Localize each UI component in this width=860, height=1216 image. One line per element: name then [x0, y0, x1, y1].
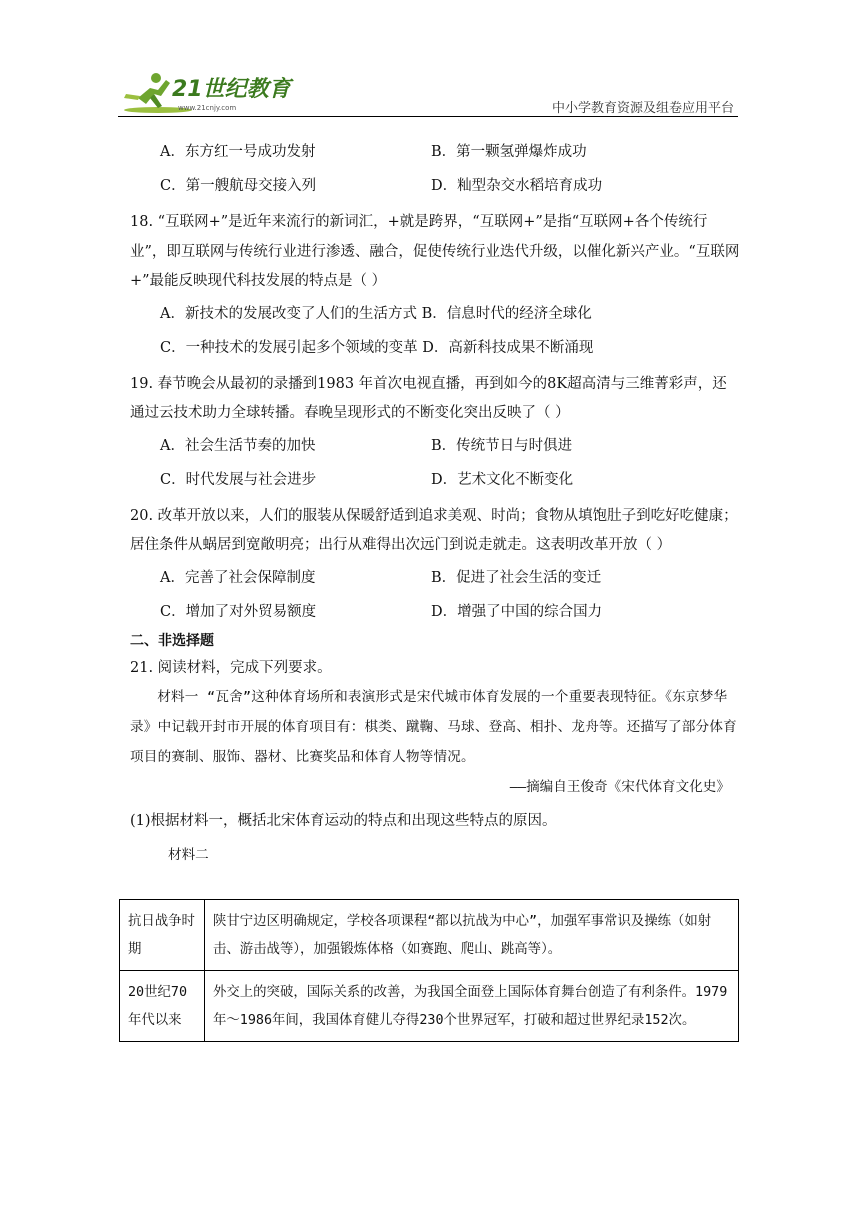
table-row	[120, 900, 739, 971]
q18-option-cd: C．一种技术的发展引起多个领域的变革 D．高新科技成果不断涌现	[160, 339, 594, 356]
material-two-label: 材料二	[168, 846, 209, 863]
q19-option-a: A．社会生活节奏的加快	[160, 437, 316, 454]
q20-options	[160, 564, 740, 632]
q18-stem: 18. “互联网+”是近年来流行的新词汇，+就是跨界，“互联网+”是指“互联网+各个传统行业”，即互联网与传统行业进行渗透、融合，促使传统行业迭代升级，以催化新兴产业。“互联网+”最能反映现代科技发展的特点是（ ）	[130, 214, 740, 289]
section-heading: 二、非选择题	[130, 632, 214, 649]
document-body	[130, 138, 740, 872]
page-header	[118, 66, 738, 118]
table-cell-period: 抗日战争时期	[120, 900, 205, 971]
material-one: 材料一 “瓦舍”这种体育场所和表演形式是宋代城市体育发展的一个重要表现特征。《东京梦华录》中记载开封市开展的体育项目有：棋类、蹴鞠、马球、登高、相扑、龙舟等。还描写了部分体育项目的赛制、服饰、器材、比赛奖品和体育人物等情况。	[130, 688, 737, 765]
table-cell-content: 陕甘宁边区明确规定，学校各项课程“都以抗战为中心”，加强军事常识及操练（如射击、游击战等），加强锻炼体格（如赛跑、爬山、跳高等）。	[205, 900, 739, 971]
q21-sub-question-1: (1)根据材料一，概括北宋体育运动的特点和出现这些特点的原因。	[130, 812, 557, 829]
q19-option-d: D．艺术文化不断变化	[431, 471, 574, 488]
q17-option-b: B．第一颗氢弹爆炸成功	[431, 144, 587, 160]
q20-option-b: B．促进了社会生活的变迁	[431, 569, 602, 586]
svg-text:www.21cnjy.com: www.21cnjy.com	[178, 104, 237, 112]
q17-option-c: C．第一艘航母交接入列	[160, 178, 317, 194]
21cnjy-logo	[118, 66, 298, 118]
q20-option-c: C．增加了对外贸易额度	[160, 603, 317, 620]
table-cell-content: 外交上的突破，国际关系的改善，为我国全面登上国际体育舞台创造了有利条件。1979年～1986年间，我国体育健儿夺得230个世界冠军，打破和超过世界纪录152次。	[205, 971, 739, 1042]
q17-option-a: A．东方红一号成功发射	[160, 144, 316, 160]
q18-option-ab: A．新技术的发展改变了人们的生活方式 B．信息时代的经济全球化	[160, 305, 592, 322]
q19-options	[160, 432, 740, 500]
table-cell-period: 20世纪70年代以来	[120, 971, 205, 1042]
header-divider	[118, 116, 738, 117]
q20-stem: 20. 改革开放以来，人们的服装从保暖舒适到追求美观、时尚；食物从填饱肚子到吃好吃健康；居住条件从蜗居到宽敞明亮；出行从难得出次远门到说走就走。这表明改革开放（ ）	[130, 507, 738, 553]
q21-stem: 21. 阅读材料，完成下列要求。	[130, 659, 332, 676]
q19-option-c: C．时代发展与社会进步	[160, 471, 317, 488]
material-two-table	[119, 899, 739, 1042]
material-one-source: ——摘编自王俊奇《宋代体育文化史》	[509, 778, 730, 795]
q17-options	[160, 138, 740, 206]
q20-option-d: D．增强了中国的综合国力	[431, 603, 603, 620]
svg-text:21世纪教育: 21世纪教育	[172, 77, 291, 102]
platform-name: 中小学教育资源及组卷应用平台	[551, 101, 734, 116]
q19-option-b: B．传统节日与时俱进	[431, 437, 573, 454]
table-row	[120, 971, 739, 1042]
q20-option-a: A．完善了社会保障制度	[160, 569, 316, 586]
q17-option-d: D．籼型杂交水稻培育成功	[431, 178, 603, 194]
q19-stem: 19. 春节晚会从最初的录播到1983 年首次电视直播，再到如今的8K超高清与三维菁彩声，还通过云技术助力全球转播。春晚呈现形式的不断变化突出反映了（ ）	[130, 375, 727, 421]
